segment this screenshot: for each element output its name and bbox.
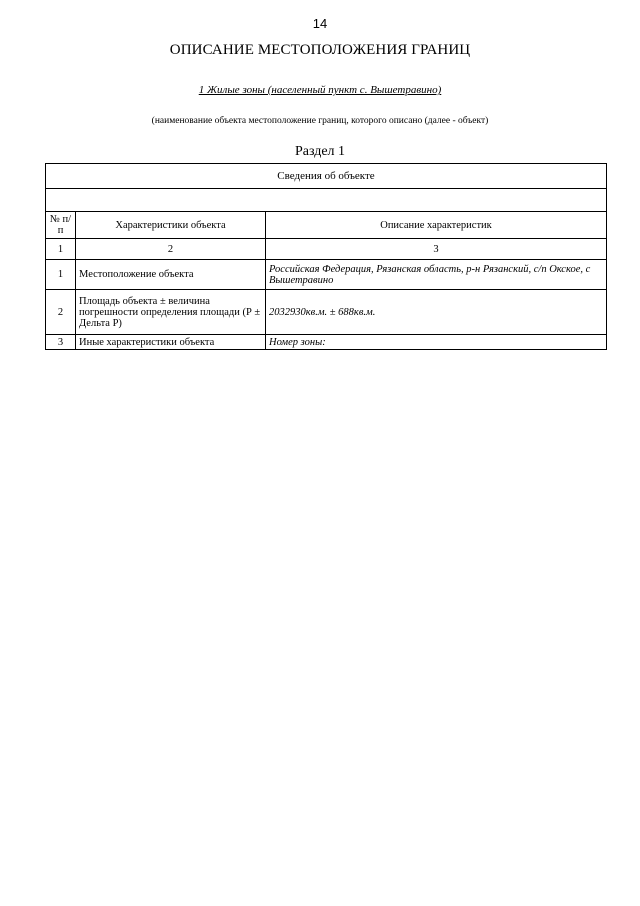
table-empty-cell	[46, 189, 607, 212]
row-characteristic: Иные характеристики объекта	[76, 335, 266, 350]
header-characteristic: Характеристики объекта	[76, 212, 266, 239]
table-caption: Сведения об объекте	[46, 164, 607, 189]
table-empty-row	[46, 189, 607, 212]
row-num: 3	[46, 335, 76, 350]
table-column-numbers-row	[46, 239, 607, 260]
table-header-row	[46, 212, 607, 239]
header-num: № п/п	[46, 212, 76, 239]
object-caption: (наименование объекта местоположение границ, которого описано (далее - объект)	[151, 116, 489, 126]
row-description: Российская Федерация, Рязанская область, р-н Рязанский, с/п Окское, с Вышетравино	[266, 260, 607, 290]
object-info-table	[45, 163, 607, 350]
row-characteristic: Местоположение объекта	[76, 260, 266, 290]
section-title: Раздел 1	[294, 144, 346, 159]
table-caption-row	[46, 164, 607, 189]
object-name	[0, 84, 640, 96]
page-number: 14	[312, 16, 328, 31]
table-row	[46, 335, 607, 350]
row-num: 1	[46, 260, 76, 290]
header-description: Описание характеристик	[266, 212, 607, 239]
column-number-2: 2	[76, 239, 266, 260]
document-title: ОПИСАНИЕ МЕСТОПОЛОЖЕНИЯ ГРАНИЦ	[169, 42, 471, 58]
row-characteristic: Площадь объекта ± величина погрешности определения площади (Р ± Дельта Р)	[76, 290, 266, 335]
column-number-1: 1	[46, 239, 76, 260]
row-description: 2032930кв.м. ± 688кв.м.	[266, 290, 607, 335]
row-description: Номер зоны:	[266, 335, 607, 350]
table-row	[46, 260, 607, 290]
object-name-text: 1 Жилые зоны (населенный пункт с. Вышетравино)	[198, 84, 442, 96]
column-number-3: 3	[266, 239, 607, 260]
row-num: 2	[46, 290, 76, 335]
table-row	[46, 290, 607, 335]
